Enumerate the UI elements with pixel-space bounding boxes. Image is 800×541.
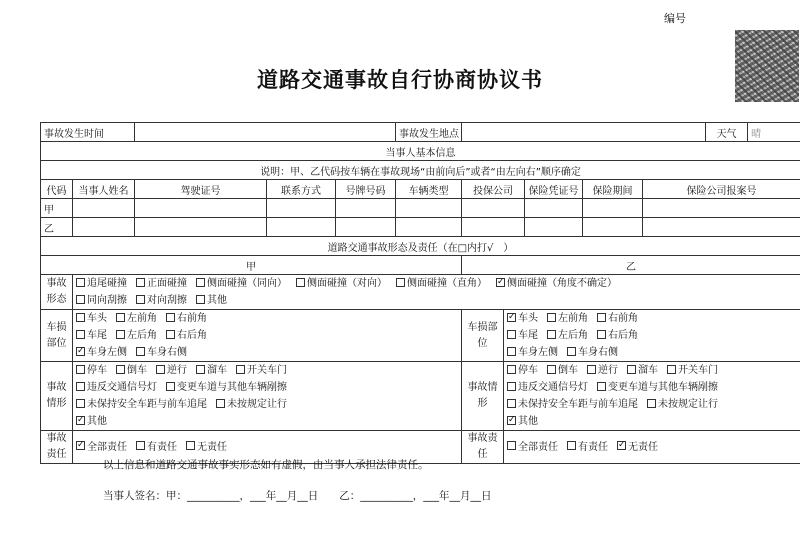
party-info-note: 说明：甲、乙代码按车辆在事故现场“由前向后”或者“由左向右”顺序确定	[41, 161, 800, 180]
checkbox-option[interactable]	[627, 362, 658, 379]
time-place-row	[41, 123, 800, 142]
checkbox-icon[interactable]	[116, 330, 125, 339]
checkbox-icon[interactable]	[587, 365, 596, 374]
form-heading-row	[41, 237, 800, 256]
checkbox-icon[interactable]	[166, 382, 175, 391]
situation-label-a: 事故情形	[41, 362, 73, 431]
checkbox-icon[interactable]	[547, 330, 556, 339]
checkbox-icon[interactable]	[76, 365, 85, 374]
situation-label-b: 事故情形	[462, 362, 504, 431]
liability-label-a: 事故责任	[41, 431, 73, 464]
checkbox-option[interactable]	[136, 292, 187, 309]
checkbox-option[interactable]	[507, 362, 538, 379]
checkbox-label: 逆行	[167, 365, 187, 376]
checkbox-icon[interactable]	[76, 295, 85, 304]
checkbox-icon[interactable]	[116, 365, 125, 374]
party-code: 甲	[41, 199, 73, 218]
checkbox-label: 未保持安全车距与前车追尾	[518, 399, 639, 410]
checkbox-option[interactable]	[76, 439, 127, 456]
checkbox-label: 其他	[207, 295, 227, 306]
checkbox-icon[interactable]	[507, 347, 516, 356]
party-name-cell[interactable]	[73, 199, 135, 218]
party-contact-cell[interactable]	[267, 199, 336, 218]
signature-line[interactable]: 当事人签名：甲：__________，___年__月__日 乙：__________，___年__月__日	[103, 490, 492, 502]
checkbox-option[interactable]	[76, 396, 207, 413]
checkbox-icon[interactable]	[597, 382, 606, 391]
checkbox-icon[interactable]	[186, 441, 195, 450]
checkbox-label: 追尾碰撞	[87, 278, 127, 289]
checkbox-option[interactable]	[116, 327, 157, 344]
checkbox-option[interactable]	[597, 327, 638, 344]
party-claim-cell[interactable]	[643, 199, 800, 218]
checkbox-label: 变更车道与其他车辆剐擦	[608, 382, 719, 393]
checkbox-icon[interactable]	[136, 441, 145, 450]
time-label: 事故发生时间	[41, 123, 135, 142]
checkbox-icon[interactable]	[196, 278, 205, 287]
col-contact: 联系方式	[267, 180, 336, 199]
party-policy-cell[interactable]	[525, 199, 583, 218]
checkbox-label: 左前角	[558, 313, 589, 324]
party-vehicle-cell[interactable]	[396, 199, 462, 218]
checkbox-option[interactable]	[76, 310, 107, 327]
checkbox-label: 有责任	[147, 441, 177, 453]
damage-options-b	[504, 310, 800, 362]
situation-options-b	[504, 362, 800, 431]
party-row	[41, 199, 800, 218]
accident-form-row	[41, 275, 800, 310]
liability-options-b	[504, 431, 800, 464]
checkbox-label: 车尾	[87, 330, 107, 341]
party-period-cell[interactable]	[583, 218, 643, 237]
checkbox-label: 车身右侧	[147, 347, 187, 358]
checkbox-icon[interactable]	[507, 330, 516, 339]
checkbox-option[interactable]	[236, 362, 287, 379]
checkbox-icon[interactable]	[216, 399, 225, 408]
checkbox-icon[interactable]	[236, 365, 245, 374]
party-code: 乙	[41, 218, 73, 237]
checkbox-icon[interactable]	[166, 313, 175, 322]
checkbox-label: 全部责任	[87, 441, 127, 453]
checkbox-option[interactable]	[567, 344, 618, 361]
checkbox-label: 有责任	[578, 441, 609, 453]
checkbox-option[interactable]	[196, 275, 287, 292]
situation-options-a	[73, 362, 462, 431]
party-plate-cell[interactable]	[336, 199, 396, 218]
checkbox-label: 车身左侧	[87, 347, 127, 358]
checkbox-option[interactable]	[587, 362, 618, 379]
checkbox-option[interactable]	[667, 362, 718, 379]
damage-options-a	[73, 310, 462, 362]
checkbox-icon[interactable]	[667, 365, 676, 374]
checkbox-option[interactable]	[507, 439, 558, 456]
checkbox-label: 车身右侧	[578, 347, 619, 358]
checkbox-label: 右前角	[177, 313, 207, 324]
party-vehicle-cell[interactable]	[396, 218, 462, 237]
col-claim-no: 保险公司报案号	[643, 180, 800, 199]
checkbox-label: 全部责任	[518, 441, 559, 453]
checkbox-option[interactable]	[296, 275, 387, 292]
checkbox-option[interactable]	[166, 310, 207, 327]
checkbox-icon[interactable]	[76, 313, 85, 322]
party-info-note-row	[41, 161, 800, 180]
form-heading: 道路交通事故形态及责任（在□内打√ ）	[41, 237, 800, 256]
checkbox-icon[interactable]	[76, 382, 85, 391]
checkbox-option[interactable]	[76, 344, 127, 361]
checkbox-icon[interactable]	[507, 441, 516, 450]
accident-form-label: 事故形态	[41, 275, 73, 310]
party-contact-cell[interactable]	[267, 218, 336, 237]
checkbox-option[interactable]	[76, 362, 107, 379]
checkbox-option[interactable]	[496, 275, 617, 292]
party-license-cell[interactable]	[135, 218, 267, 237]
checkbox-label: 车身左侧	[518, 347, 559, 358]
checkbox-option[interactable]	[166, 379, 287, 396]
checkbox-option[interactable]	[156, 362, 187, 379]
party-info-heading-row	[41, 142, 800, 161]
serial-number-label: 编号	[664, 12, 686, 25]
checkbox-icon[interactable]	[396, 278, 405, 287]
col-period: 保险期间	[583, 180, 643, 199]
checkbox-label: 左后角	[558, 330, 589, 341]
party-insurer-cell[interactable]	[462, 199, 525, 218]
checkbox-icon[interactable]	[76, 278, 85, 287]
checkbox-label: 溜车	[638, 365, 659, 376]
checkbox-label: 溜车	[207, 365, 227, 376]
checkbox-label: 未保持安全车距与前车追尾	[87, 399, 207, 410]
party-plate-cell[interactable]	[336, 218, 396, 237]
checkbox-icon[interactable]	[567, 347, 576, 356]
checkbox-icon[interactable]	[196, 295, 205, 304]
checkbox-option[interactable]	[567, 439, 608, 456]
damage-label-a: 车损部位	[41, 310, 73, 362]
checkbox-option[interactable]	[647, 396, 718, 413]
checkbox-label: 违反交通信号灯	[87, 382, 157, 393]
party-insurer-cell[interactable]	[462, 218, 525, 237]
checkbox-label: 右后角	[608, 330, 639, 341]
checkbox-option[interactable]	[547, 362, 578, 379]
checked-box-icon[interactable]: ✓	[508, 311, 516, 322]
checkbox-icon[interactable]	[136, 347, 145, 356]
checkbox-option[interactable]	[396, 275, 487, 292]
checkbox-label: 倒车	[558, 365, 579, 376]
checkbox-label: 其他	[87, 416, 107, 427]
party-b-heading: 乙	[462, 256, 800, 275]
checkbox-label: 倒车	[127, 365, 147, 376]
checkbox-option[interactable]	[136, 344, 187, 361]
checkbox-option[interactable]	[76, 275, 127, 292]
checkbox-option[interactable]	[76, 413, 107, 430]
damage-row	[41, 310, 800, 362]
checkbox-label: 车头	[87, 313, 107, 324]
checkbox-option[interactable]	[116, 362, 147, 379]
checkbox-label: 其他	[518, 416, 539, 427]
checkbox-label: 侧面碰撞（对向）	[307, 278, 387, 289]
checkbox-label: 违反交通信号灯	[518, 382, 589, 393]
checkbox-label: 无责任	[628, 441, 659, 453]
checkbox-label: 停车	[518, 365, 539, 376]
checkbox-icon[interactable]	[136, 295, 145, 304]
checkbox-label: 开关车门	[247, 365, 287, 376]
checkbox-icon[interactable]	[597, 313, 606, 322]
damage-label-b: 车损部位	[462, 310, 504, 362]
checkbox-option[interactable]	[597, 310, 638, 327]
situation-row	[41, 362, 800, 431]
party-claim-cell[interactable]	[643, 218, 800, 237]
checked-box-icon[interactable]: ✓	[497, 276, 505, 287]
checkbox-label: 车头	[518, 313, 539, 324]
checkbox-icon[interactable]	[156, 365, 165, 374]
checkbox-label: 侧面碰撞（同向）	[207, 278, 287, 289]
col-name: 当事人姓名	[73, 180, 135, 199]
checkbox-option[interactable]	[136, 275, 187, 292]
checked-box-icon[interactable]: ✓	[77, 414, 85, 425]
checkbox-option[interactable]	[76, 292, 127, 309]
col-vehicle-type: 车辆类型	[396, 180, 462, 199]
col-code: 代码	[41, 180, 73, 199]
agreement-form-table	[40, 122, 800, 464]
checkbox-option[interactable]	[116, 310, 157, 327]
checkbox-option[interactable]	[597, 379, 718, 396]
checkbox-option[interactable]	[507, 413, 538, 430]
checkbox-label: 未按规定让行	[227, 399, 287, 410]
checkbox-icon[interactable]	[507, 365, 516, 374]
checkbox-option[interactable]	[196, 292, 227, 309]
checkbox-icon[interactable]	[647, 399, 656, 408]
party-row	[41, 218, 800, 237]
checkbox-label: 车尾	[518, 330, 539, 341]
checkbox-option[interactable]	[216, 396, 287, 413]
party-a-heading: 甲	[41, 256, 462, 275]
party-ab-row	[41, 256, 800, 275]
checked-box-icon[interactable]: ✓	[508, 414, 516, 425]
checkbox-icon[interactable]	[76, 399, 85, 408]
checkbox-label: 对向刮擦	[147, 295, 187, 306]
checkbox-label: 侧面碰撞（角度不确定）	[507, 278, 617, 289]
checkbox-label: 同向刮擦	[87, 295, 127, 306]
checkbox-option[interactable]	[617, 439, 658, 456]
checkbox-icon[interactable]	[166, 330, 175, 339]
checkbox-label: 开关车门	[678, 365, 719, 376]
checkbox-icon[interactable]	[136, 278, 145, 287]
checkbox-label: 右前角	[608, 313, 639, 324]
checkbox-option[interactable]	[166, 327, 207, 344]
checked-box-icon[interactable]: ✓	[77, 440, 85, 450]
checkbox-icon[interactable]	[547, 313, 556, 322]
checkbox-icon[interactable]	[567, 441, 576, 450]
checkbox-icon[interactable]	[507, 382, 516, 391]
liability-label-b: 事故责任	[462, 431, 504, 464]
party-period-cell[interactable]	[583, 199, 643, 218]
party-policy-cell[interactable]	[525, 218, 583, 237]
checkbox-label: 右后角	[177, 330, 207, 341]
checkbox-icon[interactable]	[547, 365, 556, 374]
weather-value[interactable]: 晴	[748, 123, 800, 142]
checkbox-label: 未按规定让行	[658, 399, 719, 410]
checkbox-label: 变更车道与其他车辆剐擦	[177, 382, 287, 393]
time-value-field[interactable]	[135, 123, 396, 142]
checked-box-icon[interactable]: ✓	[77, 345, 85, 356]
checkbox-icon[interactable]	[76, 330, 85, 339]
party-info-heading: 当事人基本信息	[41, 142, 800, 161]
checkbox-option[interactable]	[196, 362, 227, 379]
checkbox-label: 正面碰撞	[147, 278, 187, 289]
checkbox-option[interactable]	[76, 379, 157, 396]
checkbox-option[interactable]	[507, 379, 588, 396]
checkbox-option[interactable]	[547, 327, 588, 344]
checkbox-option[interactable]	[507, 310, 538, 327]
col-insurer: 投保公司	[462, 180, 525, 199]
checkbox-option[interactable]	[547, 310, 588, 327]
place-label: 事故发生地点	[396, 123, 462, 142]
checkbox-icon[interactable]	[296, 278, 305, 287]
checkbox-icon[interactable]	[196, 365, 205, 374]
checkbox-icon[interactable]	[627, 365, 636, 374]
checkbox-label: 停车	[87, 365, 107, 376]
checkbox-option[interactable]	[507, 327, 538, 344]
document-title: 道路交通事故自行协商协议书	[257, 67, 543, 92]
party-name-cell[interactable]	[73, 218, 135, 237]
checkbox-option[interactable]	[186, 439, 227, 456]
checkbox-label: 无责任	[197, 441, 227, 453]
checkbox-label: 逆行	[598, 365, 619, 376]
checkbox-label: 左前角	[127, 313, 157, 324]
accident-form-options	[73, 275, 800, 310]
column-header-row	[41, 180, 800, 199]
checkbox-option[interactable]	[76, 327, 107, 344]
checkbox-label: 左后角	[127, 330, 157, 341]
place-value-field[interactable]	[462, 123, 706, 142]
checkbox-icon[interactable]	[116, 313, 125, 322]
weather-label: 天气	[706, 123, 748, 142]
checkbox-icon[interactable]	[597, 330, 606, 339]
checkbox-option[interactable]	[136, 439, 177, 456]
party-license-cell[interactable]	[135, 199, 267, 218]
checkbox-icon[interactable]	[507, 399, 516, 408]
checkbox-option[interactable]	[507, 344, 558, 361]
col-license: 驾驶证号	[135, 180, 267, 199]
col-plate: 号牌号码	[336, 180, 396, 199]
col-policy-no: 保险凭证号	[525, 180, 583, 199]
legal-statement: 以上信息和道路交通事故事实形态如有虚假，由当事人承担法律责任。	[103, 459, 429, 471]
checkbox-label: 侧面碰撞（直角）	[407, 278, 487, 289]
checked-box-icon[interactable]: ✓	[618, 440, 626, 450]
checkbox-option[interactable]	[507, 396, 638, 413]
